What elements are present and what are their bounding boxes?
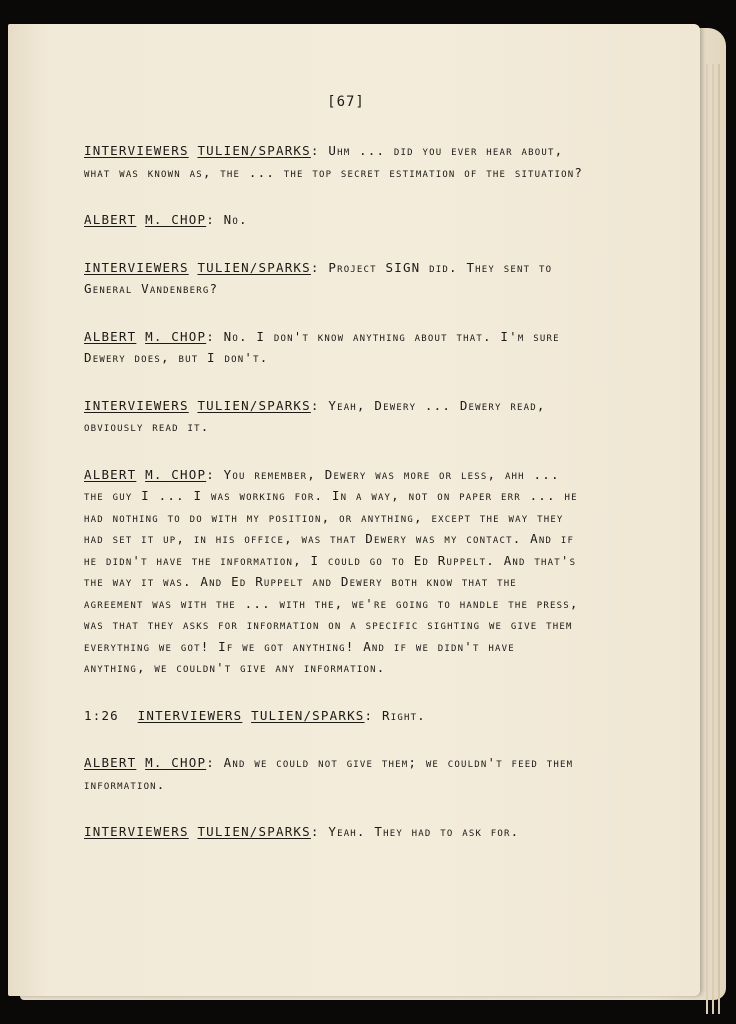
speaker-name: M. CHOP — [145, 212, 207, 227]
speaker-name: M. CHOP — [145, 755, 207, 770]
speaker-name: INTERVIEWERS — [84, 143, 189, 158]
speaker-name: M. CHOP — [145, 328, 207, 344]
transcript-entry: 1:26 INTERVIEWERS TULIEN/SPARKS: Right. — [84, 707, 426, 723]
entry-text: You remember, Dewery was more or less, ahh ... the guy I ... I was working for. In a way, not on paper err ... he had nothing to do with my position, or anything, except the way they had set it up, in his office, was that Dewery was my contact. And if he didn't have the information, I could go to Ed Ruppelt. And that's the way it was. And Ed Ruppelt and Dewery both know that the agreement was with the ... with the, we're going to handle the press, was that they asks for information on a specific sighting we give them everything we got! If we got anything! And if we didn't have anything, we couldn't give any information. — [84, 466, 579, 675]
speaker-name: ALBERT — [84, 328, 137, 344]
page-edge-line — [712, 64, 714, 1014]
transcript-entry: INTERVIEWERS TULIEN/SPARKS: Uhm ... did you ever hear about, what was known as, the ... the top secret estimation of the situation? — [84, 143, 584, 180]
transcript-entry: INTERVIEWERS TULIEN/SPARKS: Project SIGN did. They sent to General Vandenberg? — [84, 259, 553, 296]
transcript-entry: ALBERT M. CHOP: No. I don't know anything about that. I'm sure Dewery does, but I don't. — [84, 328, 560, 365]
page-number: [67] — [327, 94, 365, 110]
speaker-name: M. CHOP — [145, 466, 207, 482]
page-edge-line — [706, 64, 708, 1014]
speaker-name: ALBERT — [84, 755, 137, 770]
speaker-name: TULIEN/SPARKS — [197, 143, 311, 158]
speaker-name: ALBERT — [84, 212, 137, 227]
speaker-name: INTERVIEWERS — [84, 259, 189, 275]
timestamp: 1:26 — [84, 707, 119, 723]
entry-text: Yeah. They had to ask for. — [328, 824, 520, 839]
transcript-entry: ALBERT M. CHOP: And we could not give them; we couldn't feed them information. — [84, 755, 574, 792]
speaker-name: TULIEN/SPARKS — [251, 707, 365, 723]
transcript-entry: INTERVIEWERS TULIEN/SPARKS: Yeah, Dewery ... Dewery read, obviously read it. — [84, 397, 546, 434]
entry-text: No. I don't know anything about that. I'm sure Dewery does, but I don't. — [84, 328, 560, 365]
speaker-name: ALBERT — [84, 466, 137, 482]
transcript-entry: ALBERT M. CHOP: You remember, Dewery was more or less, ahh ... the guy I ... I was working for. In a way, not on paper err ... he had nothing to do with my position, or anything, except the way they had set it up, in his office, was that Dewery was my contact. And if he didn't have the information, I could go to Ed Ruppelt. And that's the way it was. And Ed Ruppelt and Dewery both know that the agreement was with the ... with the, we're going to handle the press, was that they asks for information on a specific sighting we give them everything we got! If we got anything! And if we didn't have anything, we couldn't give any information. — [84, 466, 579, 675]
entry-text: Right. — [381, 707, 426, 723]
speaker-name: INTERVIEWERS — [137, 707, 243, 723]
entry-text: No. — [223, 212, 248, 227]
transcript-entry: ALBERT M. CHOP: No. — [84, 212, 248, 227]
transcript-entry: INTERVIEWERS TULIEN/SPARKS: Yeah. They had to ask for. — [84, 824, 520, 839]
entry-text: Yeah, Dewery ... Dewery read, obviously read it. — [84, 397, 546, 434]
page-edge-line — [718, 64, 720, 1014]
speaker-name: INTERVIEWERS — [84, 397, 189, 413]
speaker-name: INTERVIEWERS — [84, 824, 189, 839]
entry-text: Project SIGN did. They sent to General Vandenberg? — [84, 259, 553, 296]
entry-text: Uhm ... did you ever hear about, what was known as, the ... the top secret estimation of the situation? — [84, 143, 584, 180]
page-content — [84, 94, 584, 869]
document-page — [8, 24, 700, 996]
speaker-name: TULIEN/SPARKS — [197, 824, 311, 839]
entry-text: And we could not give them; we couldn't feed them information. — [84, 755, 574, 792]
speaker-name: TULIEN/SPARKS — [197, 259, 311, 275]
speaker-name: TULIEN/SPARKS — [197, 397, 311, 413]
